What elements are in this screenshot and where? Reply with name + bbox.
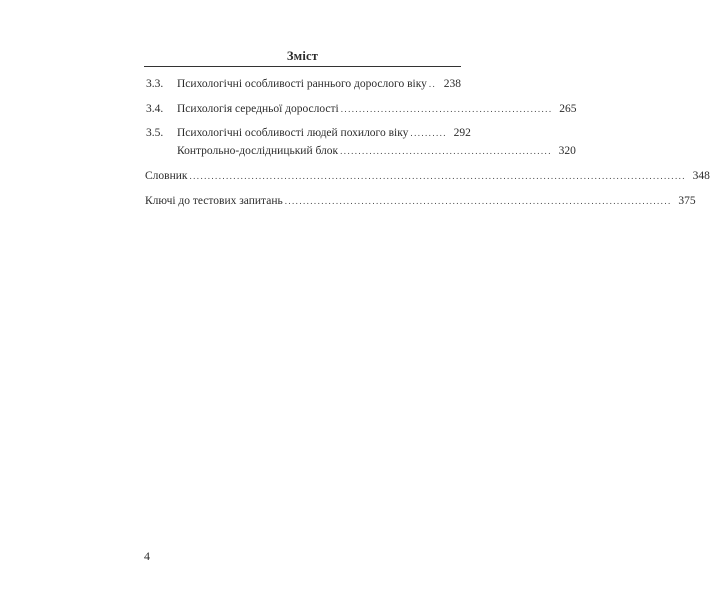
toc-entry-title: Ключі до тестових запитань bbox=[145, 195, 283, 207]
toc-entry-title: Психологічні особливості раннього дорослого віку bbox=[177, 78, 427, 90]
toc-entry-page: 238 bbox=[443, 78, 461, 90]
toc-entry-title: Психологія середньої дорослості bbox=[177, 103, 339, 115]
toc-leader-dots: ........................................................................................................................................ bbox=[189, 171, 686, 181]
toc-entry[interactable] bbox=[177, 143, 576, 159]
toc-entry-page: 292 bbox=[453, 127, 471, 139]
toc-entry[interactable] bbox=[177, 101, 577, 117]
toc-leader-dots: .......................................................................................................... bbox=[284, 196, 672, 206]
toc-entry-title: Психологічні особливості людей похилого віку bbox=[177, 127, 409, 139]
toc-leader-dots: .......................................................... bbox=[340, 146, 552, 156]
toc-entry[interactable] bbox=[145, 168, 710, 184]
toc-leader-dots: .. bbox=[428, 79, 437, 89]
toc-leader-dots: .......................................................... bbox=[340, 104, 553, 114]
toc-entry[interactable] bbox=[177, 76, 461, 92]
toc-entry-number: 3.5. bbox=[146, 127, 164, 139]
toc-entry-title: Контрольно-дослідницький блок bbox=[177, 145, 339, 157]
running-head: Зміст bbox=[286, 49, 319, 63]
toc-entry-page: 320 bbox=[558, 145, 576, 157]
toc-entry-page: 375 bbox=[678, 195, 696, 207]
page-number: 4 bbox=[144, 549, 150, 563]
toc-entry-page: 348 bbox=[692, 170, 710, 182]
toc-entry-title: Словник bbox=[145, 170, 188, 182]
toc-entry-number: 3.3. bbox=[146, 78, 164, 90]
toc-entry[interactable] bbox=[145, 193, 696, 209]
toc-leader-dots: .......... bbox=[410, 128, 447, 138]
toc-entry-number: 3.4. bbox=[146, 103, 164, 115]
toc-entry[interactable] bbox=[177, 125, 471, 141]
toc-entry-page: 265 bbox=[559, 103, 577, 115]
